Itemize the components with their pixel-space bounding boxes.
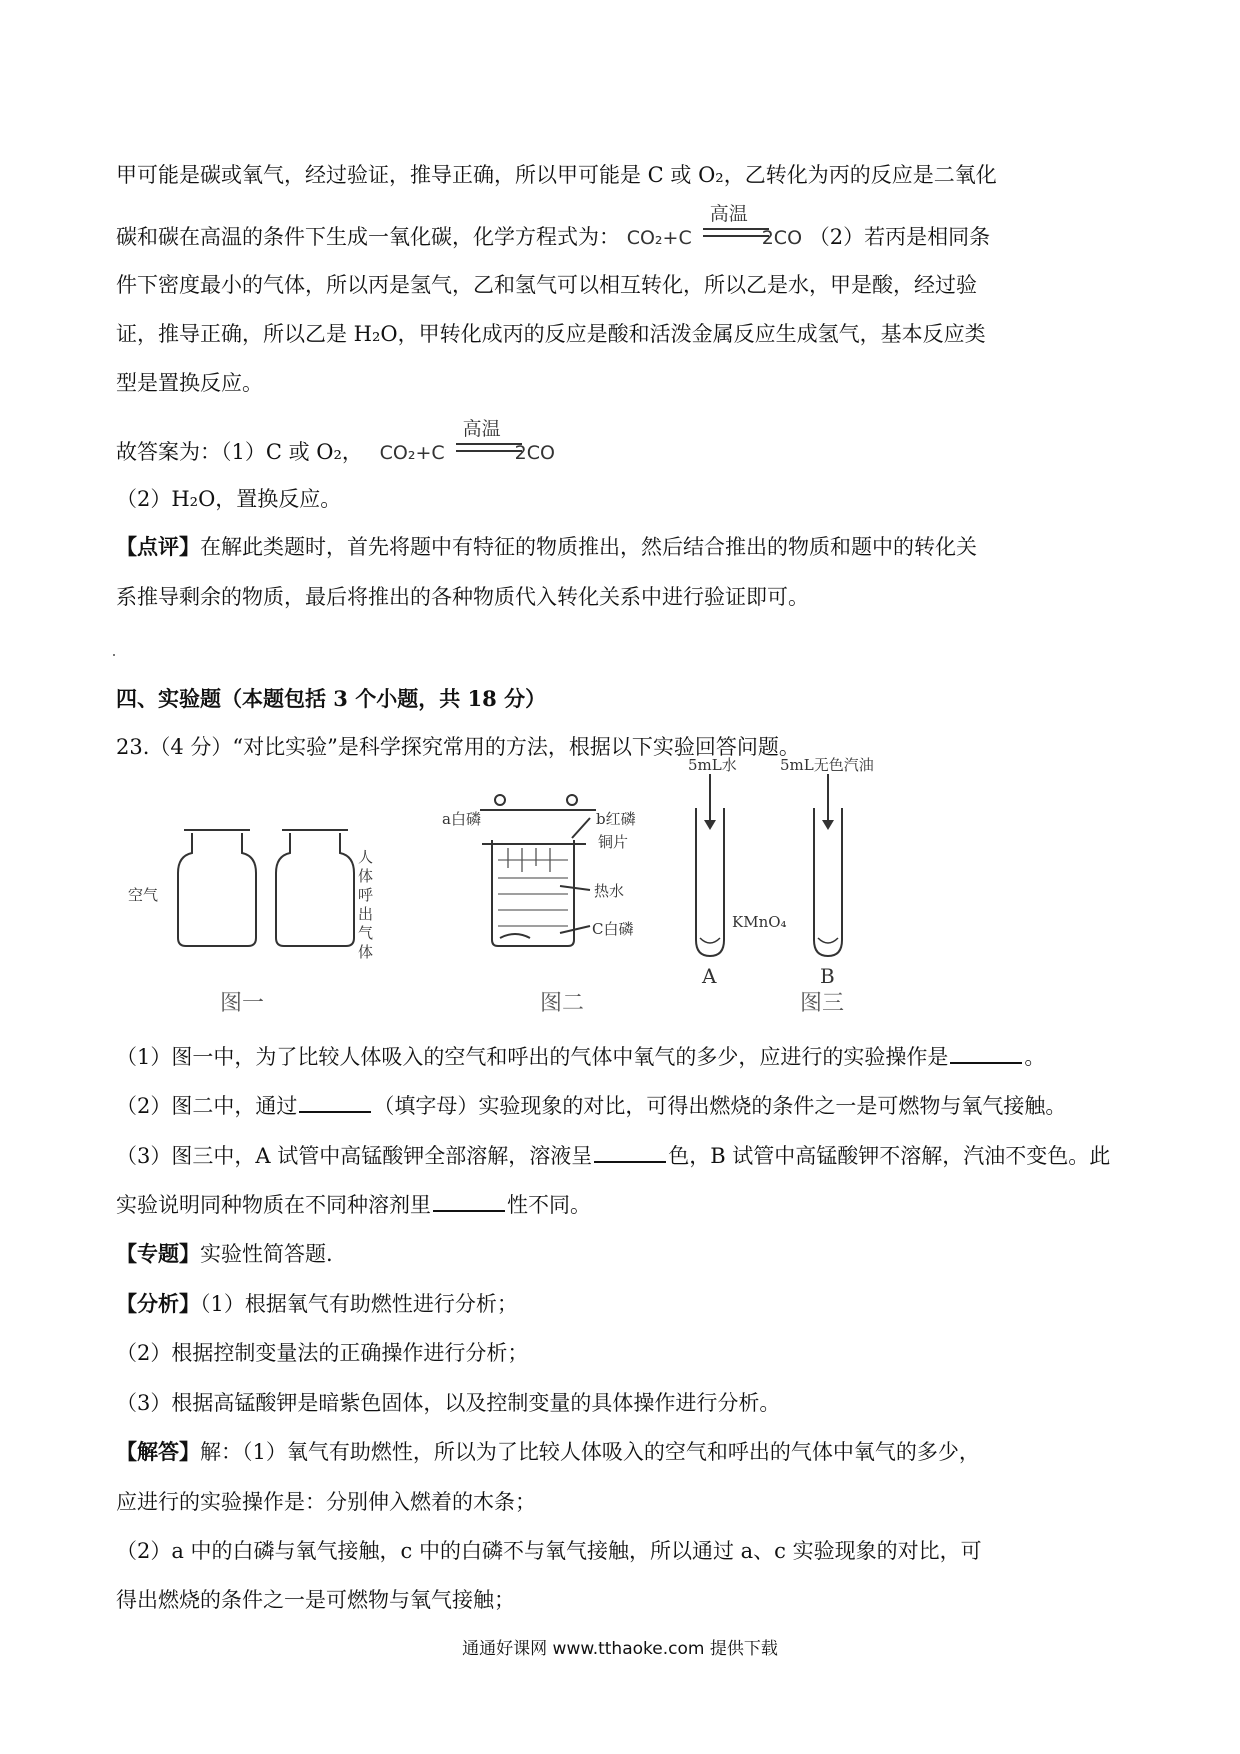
fig2-label-water: 热水 — [594, 882, 625, 900]
question-text: （2）图二中，通过 — [116, 1094, 298, 1118]
stray-dot — [113, 654, 115, 656]
question-text: 性不同。 — [507, 1193, 591, 1217]
fig2-caption: 图二 — [540, 991, 585, 1016]
answer-blank — [299, 1093, 371, 1113]
answer-line — [116, 418, 555, 468]
answer-line: （2）H₂O，置换反应。 — [116, 487, 342, 511]
question-text: （1）图一中，为了比较人体吸入的空气和呼出的气体中氧气的多少，应进行的实验操作是 — [116, 1045, 949, 1069]
solution-text: 解：（1）氧气有助燃性，所以为了比较人体吸入的空气和呼出的气体中氧气的多少， — [200, 1440, 980, 1464]
question-text: 实验说明同种物质在不同种溶剂里 — [116, 1193, 431, 1217]
comment-text: 在解此类题时，首先将题中有特征的物质推出，然后结合推出的物质和题中的转化关 — [200, 535, 977, 559]
equation-condition: 高温 — [462, 418, 501, 440]
fig1-exhaled-label: 人体呼出气体 — [358, 848, 374, 961]
experiment-figures — [120, 756, 1020, 1018]
question-text: （填字母）实验现象的对比，可得出燃烧的条件之一是可燃物与氧气接触。 — [373, 1094, 1067, 1118]
equation-equals-bar — [456, 443, 522, 452]
fig2-label-b: b红磷 — [596, 810, 636, 828]
page-footer: 通通好课网 www.tthaoke.com 提供下载 — [462, 1639, 778, 1659]
text-segment: （2）若丙是相同条 — [808, 225, 991, 249]
text-line: 甲可能是碳或氧气，经过验证，推导正确，所以甲可能是 C 或 O₂，乙转化为丙的反应是二氧化 — [116, 163, 997, 187]
comment-tag: 【点评】 — [116, 534, 200, 559]
text-line — [116, 203, 991, 253]
comment-line: 系推导剩余的物质，最后将推出的各种物质代入转化关系中进行验证即可。 — [116, 585, 809, 609]
fig3-label-kmno4: KMnO₄ — [732, 913, 787, 931]
analysis-line — [116, 1289, 518, 1319]
section-heading: 四、实验题（本题包括 3 个小题，共 18 分） — [116, 686, 547, 711]
answer-blank — [950, 1044, 1022, 1064]
text-line: 型是置换反应。 — [116, 371, 263, 395]
equation-lhs: CO₂+C — [626, 227, 692, 249]
text-line: 证，推导正确，所以乙是 H₂O，甲转化成丙的反应是酸和活泼金属反应生成氢气，基本反应类 — [116, 322, 986, 346]
fig3-label-oil: 5mL无色汽油 — [780, 756, 874, 774]
fig2-label-copper: 铜片 — [598, 833, 629, 851]
fig3-label-water: 5mL水 — [688, 756, 737, 774]
chemical-equation — [626, 203, 803, 253]
analysis-line: （3）根据高锰酸钾是暗紫色固体，以及控制变量的具体操作进行分析。 — [116, 1391, 781, 1415]
equation-rhs: 2CO — [761, 227, 803, 249]
question-line — [116, 1190, 591, 1220]
question-line — [116, 1042, 1045, 1072]
topic-line — [116, 1239, 333, 1269]
question-text: （3）图三中，A 试管中高锰酸钾全部溶解，溶液呈 — [116, 1144, 593, 1168]
question-line — [116, 1141, 1110, 1171]
question-text: 。 — [1024, 1045, 1046, 1069]
solution-line — [116, 1437, 980, 1467]
fig2-label-a: a白磷 — [442, 810, 481, 828]
question-text: 色，B 试管中高锰酸钾不溶解，汽油不变色。此 — [668, 1144, 1111, 1168]
figures-drawing — [120, 768, 1020, 1018]
comment-line — [116, 532, 977, 562]
question-stem: 23.（4 分）“对比实验”是科学探究常用的方法，根据以下实验回答问题。 — [116, 735, 800, 759]
answer-text: 故答案为：（1）C 或 O₂， — [116, 440, 363, 464]
solution-line: 得出燃烧的条件之一是可燃物与氧气接触； — [116, 1588, 515, 1612]
fig1-caption: 图一 — [220, 991, 265, 1016]
solution-line: 应进行的实验操作是：分别伸入燃着的木条； — [116, 1490, 536, 1514]
chemical-equation — [379, 418, 555, 468]
answer-blank — [594, 1143, 666, 1163]
fig1-air-label: 空气 — [128, 886, 159, 904]
solution-tag: 【解答】 — [116, 1439, 200, 1464]
fig2-label-c: C白磷 — [592, 920, 634, 938]
analysis-line: （2）根据控制变量法的正确操作进行分析； — [116, 1341, 529, 1365]
topic-text: 实验性简答题. — [200, 1242, 333, 1266]
equation-lhs: CO₂+C — [379, 442, 445, 464]
topic-tag: 【专题】 — [116, 1241, 200, 1266]
analysis-tag: 【分析】 — [116, 1291, 200, 1316]
equation-rhs: 2CO — [514, 442, 555, 464]
analysis-text: （1）根据氧气有助燃性进行分析； — [200, 1292, 518, 1316]
fig3-label-A: A — [702, 964, 717, 988]
question-line — [116, 1091, 1066, 1121]
text-segment: 碳和碳在高温的条件下生成一氧化碳，化学方程式为： — [116, 225, 620, 249]
equation-condition: 高温 — [709, 203, 748, 225]
fig3-label-B: B — [820, 964, 835, 988]
solution-line: （2）a 中的白磷与氧气接触，c 中的白磷不与氧气接触，所以通过 a、c 实验现象的对比，可 — [116, 1539, 982, 1563]
answer-blank — [433, 1192, 505, 1212]
text-line: 件下密度最小的气体，所以丙是氢气，乙和氢气可以相互转化，所以乙是水，甲是酸，经过验 — [116, 273, 977, 297]
equation-equals-bar — [703, 228, 769, 237]
fig3-caption: 图三 — [800, 991, 845, 1016]
